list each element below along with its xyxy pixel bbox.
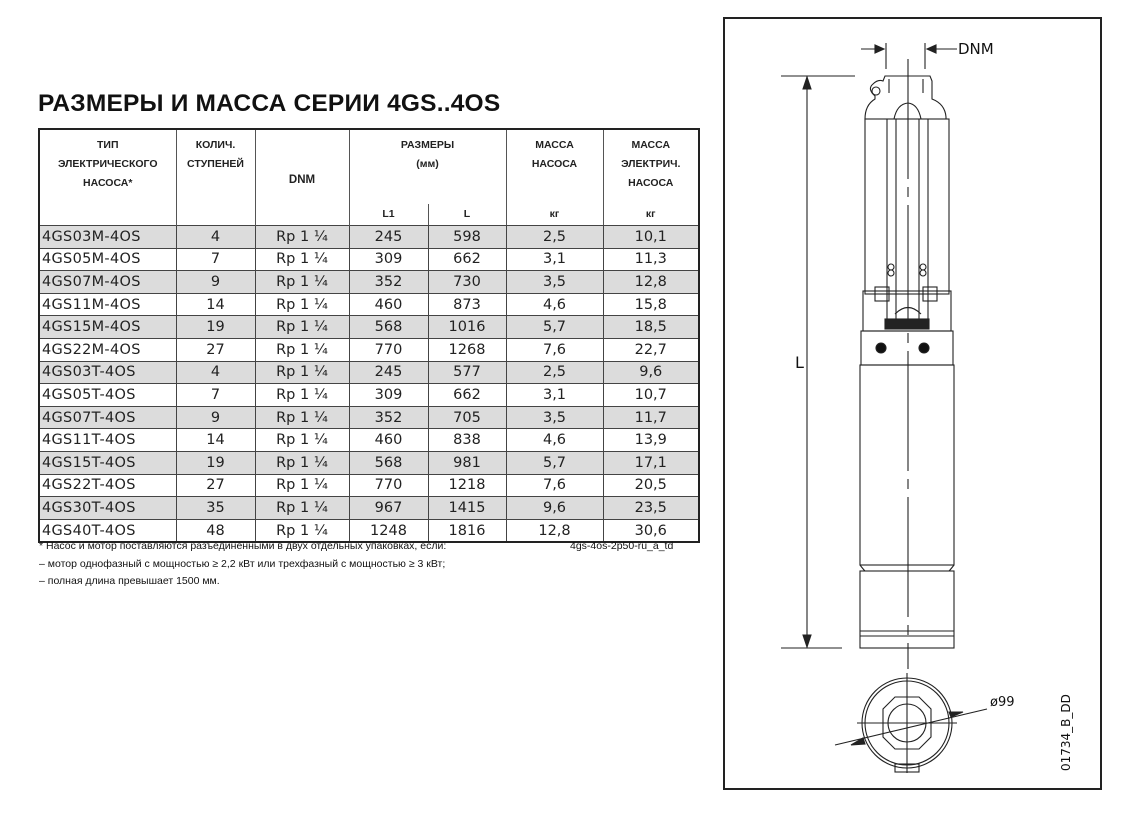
- unit-mass-cell: 15,8: [603, 293, 699, 316]
- stages-cell: 4: [176, 226, 255, 249]
- dnm-cell: Rp 1 ¼: [255, 248, 349, 271]
- table-row: [39, 316, 699, 339]
- l-cell: 662: [428, 248, 506, 271]
- unit-mass-cell: 10,7: [603, 384, 699, 407]
- pump-mass-cell: 5,7: [506, 316, 603, 339]
- pump-mass-cell: 5,7: [506, 451, 603, 474]
- model-cell: 4GS11T-4OS: [39, 429, 176, 452]
- l-cell: 598: [428, 226, 506, 249]
- l1-cell: 245: [349, 361, 428, 384]
- header-dimensions-line: РАЗМЕРЫ: [400, 139, 455, 151]
- header-dnm: DNM: [255, 129, 349, 226]
- l-arrow-bottom: [803, 635, 811, 647]
- l1-cell: 352: [349, 406, 428, 429]
- model-cell: 4GS40T-4OS: [39, 519, 176, 542]
- dnm-arrow-left: [875, 45, 884, 53]
- pump-mass-cell: 3,5: [506, 406, 603, 429]
- l-cell: 662: [428, 384, 506, 407]
- l1-cell: 352: [349, 271, 428, 294]
- stages-cell: 27: [176, 474, 255, 497]
- unit-mass-cell: 30,6: [603, 519, 699, 542]
- header-unit-mass-line: ЭЛЕКТРИЧ.: [621, 158, 681, 170]
- table-row: [39, 361, 699, 384]
- header-l: L: [428, 204, 506, 226]
- stages-cell: 27: [176, 338, 255, 361]
- pump-mass-cell: 2,5: [506, 226, 603, 249]
- table-row: [39, 519, 699, 542]
- footnote-line-1: * Насос и мотор поставляются разъединенными в двух отдельных упаковках, если:: [39, 540, 447, 552]
- table-row: [39, 293, 699, 316]
- header-pump-mass: [506, 129, 603, 204]
- length-label: L: [795, 353, 804, 372]
- pump-mass-cell: 2,5: [506, 361, 603, 384]
- l1-cell: 967: [349, 497, 428, 520]
- header-stages: [176, 129, 255, 226]
- motor-top: [861, 331, 953, 365]
- unit-mass-cell: 23,5: [603, 497, 699, 520]
- unit-mass-cell: 12,8: [603, 271, 699, 294]
- dnm-cell: Rp 1 ¼: [255, 316, 349, 339]
- header-kg-unit: кг: [603, 204, 699, 226]
- l-cell: 1415: [428, 497, 506, 520]
- table-row: [39, 271, 699, 294]
- l-cell: 705: [428, 406, 506, 429]
- dnm-cell: Rp 1 ¼: [255, 338, 349, 361]
- header-dimensions: [349, 129, 506, 204]
- pump-head: [865, 76, 946, 119]
- stages-cell: 35: [176, 497, 255, 520]
- dnm-cell: Rp 1 ¼: [255, 451, 349, 474]
- coupling: [885, 319, 929, 329]
- l-cell: 1268: [428, 338, 506, 361]
- stages-cell: 14: [176, 429, 255, 452]
- pump-mass-cell: 12,8: [506, 519, 603, 542]
- l-cell: 730: [428, 271, 506, 294]
- table-row: [39, 474, 699, 497]
- header-type-line: НАСОСА*: [83, 177, 133, 189]
- l-cell: 1816: [428, 519, 506, 542]
- unit-mass-cell: 18,5: [603, 316, 699, 339]
- stages-cell: 14: [176, 293, 255, 316]
- l1-cell: 770: [349, 474, 428, 497]
- model-cell: 4GS11M-4OS: [39, 293, 176, 316]
- model-cell: 4GS07T-4OS: [39, 406, 176, 429]
- table-row: [39, 384, 699, 407]
- pump-mass-cell: 3,1: [506, 384, 603, 407]
- l1-cell: 309: [349, 248, 428, 271]
- stages-cell: 48: [176, 519, 255, 542]
- stages-cell: 19: [176, 451, 255, 474]
- stages-cell: 4: [176, 361, 255, 384]
- pump-mass-cell: 3,5: [506, 271, 603, 294]
- header-pump-mass-line: НАСОСА: [531, 158, 578, 170]
- l1-cell: 770: [349, 338, 428, 361]
- dnm-cell: Rp 1 ¼: [255, 384, 349, 407]
- head-bolt: [872, 87, 880, 95]
- pump-body: [865, 119, 949, 294]
- dnm-cell: Rp 1 ¼: [255, 497, 349, 520]
- footnote-line-2: – мотор однофазный с мощностью ≥ 2,2 кВт или трехфазный с мощностью ≥ 3 кВт;: [39, 558, 446, 570]
- dnm-cell: Rp 1 ¼: [255, 406, 349, 429]
- dnm-cell: Rp 1 ¼: [255, 293, 349, 316]
- model-cell: 4GS15T-4OS: [39, 451, 176, 474]
- pump-mass-cell: 4,6: [506, 293, 603, 316]
- header-stages-line: КОЛИЧ.: [195, 139, 236, 151]
- model-cell: 4GS05T-4OS: [39, 384, 176, 407]
- pump-mass-cell: 3,1: [506, 248, 603, 271]
- header-kg-pump: кг: [506, 204, 603, 226]
- l-cell: 873: [428, 293, 506, 316]
- dnm-cell: Rp 1 ¼: [255, 429, 349, 452]
- pump-drawing-frame: [723, 17, 1102, 790]
- header-stages-line: СТУПЕНЕЙ: [187, 158, 244, 170]
- unit-mass-cell: 22,7: [603, 338, 699, 361]
- header-unit-mass-line: МАССА: [631, 139, 671, 151]
- stages-cell: 7: [176, 248, 255, 271]
- model-cell: 4GS03M-4OS: [39, 226, 176, 249]
- pump-mass-cell: 9,6: [506, 497, 603, 520]
- unit-mass-cell: 17,1: [603, 451, 699, 474]
- model-cell: 4GS03T-4OS: [39, 361, 176, 384]
- l1-cell: 1248: [349, 519, 428, 542]
- unit-mass-cell: 20,5: [603, 474, 699, 497]
- header-unit-mass: [603, 129, 699, 204]
- motor-body: [860, 365, 954, 565]
- header-pump-mass-line: МАССА: [535, 139, 574, 151]
- header-type-line: ТИП: [96, 139, 119, 151]
- table-row: [39, 451, 699, 474]
- l1-cell: 568: [349, 451, 428, 474]
- unit-mass-cell: 13,9: [603, 429, 699, 452]
- unit-mass-cell: 10,1: [603, 226, 699, 249]
- pump-technical-drawing: [725, 19, 1100, 788]
- dnm-cell: Rp 1 ¼: [255, 271, 349, 294]
- model-cell: 4GS07M-4OS: [39, 271, 176, 294]
- dnm-cell: Rp 1 ¼: [255, 226, 349, 249]
- footnote-line-3: – полная длина превышает 1500 мм.: [39, 575, 220, 587]
- model-cell: 4GS22T-4OS: [39, 474, 176, 497]
- dimensions-table: [38, 128, 700, 543]
- unit-mass-cell: 9,6: [603, 361, 699, 384]
- model-cell: 4GS05M-4OS: [39, 248, 176, 271]
- dnm-cell: Rp 1 ¼: [255, 361, 349, 384]
- motor-groove: [860, 565, 954, 571]
- table-row: [39, 226, 699, 249]
- l1-cell: 245: [349, 226, 428, 249]
- motor-bolt-left: [876, 343, 886, 353]
- l-cell: 838: [428, 429, 506, 452]
- stages-cell: 7: [176, 384, 255, 407]
- unit-mass-cell: 11,7: [603, 406, 699, 429]
- l1-cell: 460: [349, 293, 428, 316]
- table-row: [39, 406, 699, 429]
- header-type: [39, 129, 176, 226]
- table-row: [39, 429, 699, 452]
- stages-cell: 19: [176, 316, 255, 339]
- l1-cell: 309: [349, 384, 428, 407]
- pump-mass-cell: 7,6: [506, 338, 603, 361]
- header-type-line: ЭЛЕКТРИЧЕСКОГО: [57, 158, 158, 170]
- diameter-label: ø99: [990, 695, 1015, 710]
- unit-mass-cell: 11,3: [603, 248, 699, 271]
- l-arrow-top: [803, 77, 811, 89]
- l1-cell: 568: [349, 316, 428, 339]
- page-title: РАЗМЕРЫ И МАССА СЕРИИ 4GS..4OS: [38, 90, 501, 117]
- model-cell: 4GS22M-4OS: [39, 338, 176, 361]
- stages-cell: 9: [176, 271, 255, 294]
- table-row: [39, 338, 699, 361]
- header-dimensions-line: (мм): [416, 158, 439, 170]
- header-unit-mass-line: НАСОСА: [628, 177, 674, 189]
- model-cell: 4GS30T-4OS: [39, 497, 176, 520]
- table-row: [39, 248, 699, 271]
- l-cell: 1016: [428, 316, 506, 339]
- l-cell: 981: [428, 451, 506, 474]
- table-row: [39, 497, 699, 520]
- model-cell: 4GS15M-4OS: [39, 316, 176, 339]
- pump-mass-cell: 4,6: [506, 429, 603, 452]
- dnm-label: DNM: [958, 40, 994, 58]
- motor-bolt-right: [919, 343, 929, 353]
- l-cell: 1218: [428, 474, 506, 497]
- stages-cell: 9: [176, 406, 255, 429]
- l1-cell: 460: [349, 429, 428, 452]
- document-code: 4gs-4os-2p50-ru_a_td: [570, 540, 674, 552]
- pump-mass-cell: 7,6: [506, 474, 603, 497]
- l-cell: 577: [428, 361, 506, 384]
- header-l1: L1: [349, 204, 428, 226]
- drawing-code: 01734_B_DD: [1059, 694, 1073, 771]
- diameter-leader: [835, 709, 987, 745]
- dnm-cell: Rp 1 ¼: [255, 474, 349, 497]
- dnm-cell: Rp 1 ¼: [255, 519, 349, 542]
